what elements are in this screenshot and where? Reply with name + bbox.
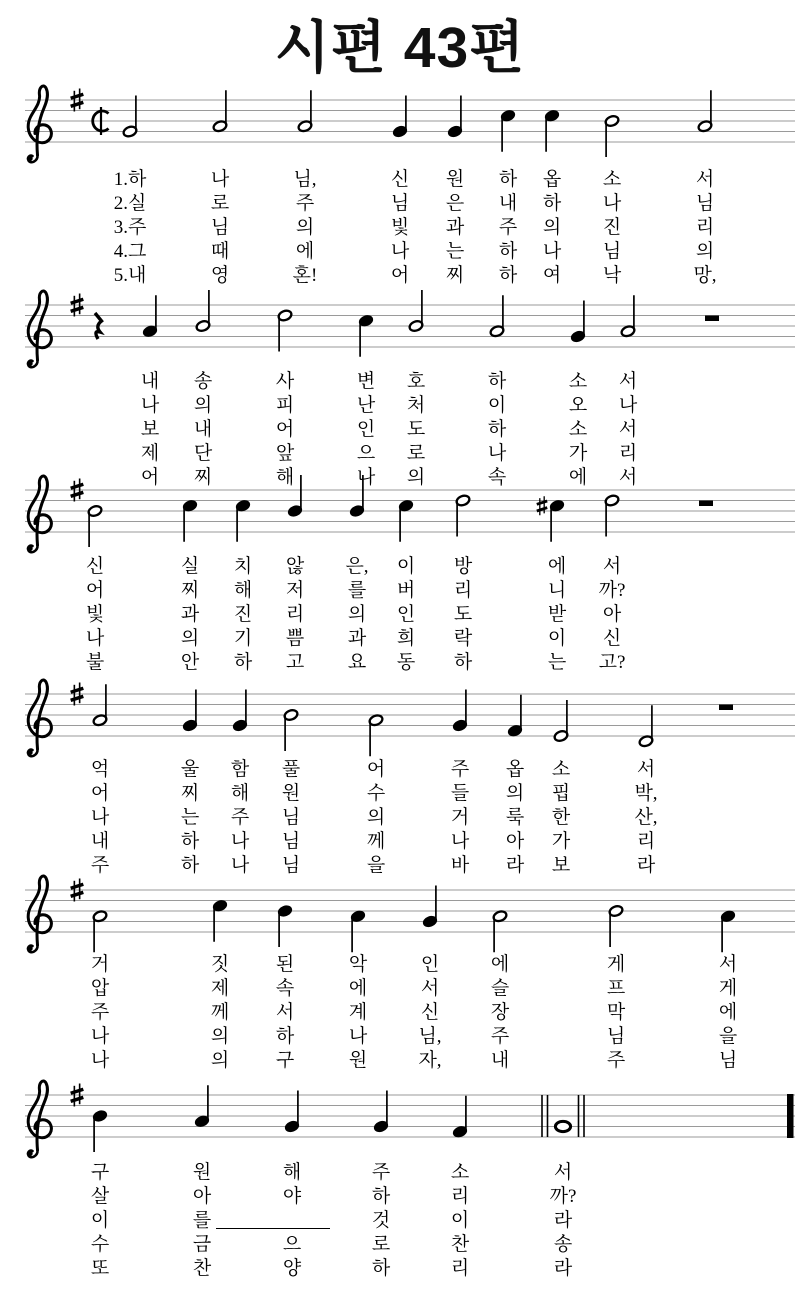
lyric-syllable: 께 bbox=[366, 831, 386, 852]
lyric-syllable: 옵 bbox=[542, 169, 562, 190]
lyric-syllable: 에 bbox=[547, 556, 567, 577]
lyric-syllable: 하 bbox=[233, 652, 253, 673]
lyric-syllable: 하 bbox=[453, 652, 473, 673]
lyric-syllable: 들 bbox=[450, 783, 470, 804]
lyric-syllable: 해 bbox=[233, 580, 253, 601]
lyric-syllable: 소 bbox=[450, 1162, 470, 1183]
lyric-syllable: 막 bbox=[606, 1002, 626, 1023]
lyric-syllable: 빛 bbox=[85, 604, 105, 625]
lyric-syllable: 님 bbox=[210, 217, 230, 238]
lyric-syllable: 하 bbox=[498, 241, 518, 262]
lyric-syllable: 것 bbox=[371, 1210, 391, 1231]
lyric-syllable: 님 bbox=[281, 855, 301, 876]
lyric-syllable: 산, bbox=[634, 807, 658, 828]
lyric-syllable: 원 bbox=[192, 1162, 212, 1183]
lyric-syllable: 안 bbox=[180, 652, 200, 673]
lyric-syllable: 변 bbox=[356, 371, 376, 392]
lyric-syllable: 에 bbox=[568, 467, 588, 488]
lyric-syllable: 의 bbox=[210, 1026, 230, 1047]
lyric-syllable: 풀 bbox=[281, 759, 301, 780]
lyric-syllable: 나 bbox=[90, 807, 110, 828]
lyric-syllable: 리 bbox=[695, 217, 715, 238]
lyric-syllable: 라 bbox=[553, 1210, 573, 1231]
lyric-syllable: 이 bbox=[450, 1210, 470, 1231]
lyric-syllable: 진 bbox=[233, 604, 253, 625]
lyric-syllable: 신 bbox=[420, 1002, 440, 1023]
lyric-syllable: 인 bbox=[420, 954, 440, 975]
lyric-syllable: 억 bbox=[90, 759, 110, 780]
lyric-syllable: 소 bbox=[602, 169, 622, 190]
lyric-syllable: 박, bbox=[634, 783, 658, 804]
lyric-syllable: 주 bbox=[450, 759, 470, 780]
lyric-syllable: 하 bbox=[498, 265, 518, 286]
lyric-syllable: 서 bbox=[618, 419, 638, 440]
lyric-syllable: 내 bbox=[498, 193, 518, 214]
lyric-syllable: 기 bbox=[233, 628, 253, 649]
lyric-syllable: 어 bbox=[85, 580, 105, 601]
lyric-syllable: 때 bbox=[210, 241, 230, 262]
lyric-syllable: 은 bbox=[445, 193, 465, 214]
lyric-syllable: 까? bbox=[598, 580, 626, 601]
lyric-syllable: 해 bbox=[230, 783, 250, 804]
lyric-syllable: 의 bbox=[210, 1050, 230, 1071]
lyric-syllable: 의 bbox=[193, 395, 213, 416]
lyric-syllable: 과 bbox=[180, 604, 200, 625]
lyric-syllable: 나 bbox=[356, 467, 376, 488]
lyric-syllable: 를 bbox=[347, 580, 367, 601]
lyric-syllable: 한 bbox=[551, 807, 571, 828]
lyric-syllable: 의 bbox=[347, 604, 367, 625]
lyric-syllable: 장 bbox=[490, 1002, 510, 1023]
lyric-syllable: 해 bbox=[282, 1162, 302, 1183]
lyric-syllable: 3.주 bbox=[113, 217, 147, 238]
lyric-syllable: 내 bbox=[193, 419, 213, 440]
lyric-syllable: 계 bbox=[348, 1002, 368, 1023]
lyric-syllable: 는 bbox=[445, 241, 465, 262]
lyric-syllable: 요 bbox=[347, 652, 367, 673]
lyric-syllable: 의 bbox=[505, 783, 525, 804]
lyric-syllable: 의 bbox=[542, 217, 562, 238]
lyric-syllable: 희 bbox=[396, 628, 416, 649]
lyric-syllable: 나 bbox=[85, 628, 105, 649]
lyric-syllable: 송 bbox=[193, 371, 213, 392]
lyric-syllable: 로 bbox=[371, 1234, 391, 1255]
lyric-syllable: 서 bbox=[618, 371, 638, 392]
lyric-syllable: 또 bbox=[90, 1258, 110, 1279]
lyric-syllable: 로 bbox=[406, 443, 426, 464]
lyric-syllable: 망, bbox=[693, 265, 717, 286]
lyric-syllable: 실 bbox=[180, 556, 200, 577]
lyric-syllable: 에 bbox=[490, 954, 510, 975]
lyric-syllable: 송 bbox=[553, 1234, 573, 1255]
lyric-syllable: 에 bbox=[718, 1002, 738, 1023]
lyric-syllable: 쁨 bbox=[285, 628, 305, 649]
lyric-syllable: 인 bbox=[396, 604, 416, 625]
lyric-syllable: 하 bbox=[487, 419, 507, 440]
lyric-syllable: 라 bbox=[553, 1258, 573, 1279]
lyric-syllable: 원 bbox=[281, 783, 301, 804]
lyric-syllable: 님, bbox=[293, 169, 317, 190]
lyric-syllable: 치 bbox=[233, 556, 253, 577]
lyric-syllable: 된 bbox=[275, 954, 295, 975]
lyric-syllable: 도 bbox=[406, 419, 426, 440]
lyric-syllable: 구 bbox=[90, 1162, 110, 1183]
lyric-syllable: 속 bbox=[275, 978, 295, 999]
lyric-syllable: 바 bbox=[450, 855, 470, 876]
lyric-syllable: 서 bbox=[618, 467, 638, 488]
lyric-syllable: 난 bbox=[356, 395, 376, 416]
lyric-syllable: 나 bbox=[210, 169, 230, 190]
lyric-syllable: 5.내 bbox=[113, 265, 147, 286]
lyric-syllable: 서 bbox=[695, 169, 715, 190]
lyric-syllable: 찬 bbox=[192, 1258, 212, 1279]
lyric-syllable: 님 bbox=[281, 831, 301, 852]
lyric-syllable: 찌 bbox=[180, 580, 200, 601]
lyric-syllable: 구 bbox=[275, 1050, 295, 1071]
lyric-syllable: 4.그 bbox=[113, 241, 147, 262]
lyric-syllable: 방 bbox=[453, 556, 473, 577]
lyric-syllable: 혼! bbox=[292, 265, 318, 286]
lyric-syllable: 하 bbox=[180, 855, 200, 876]
lyric-syllable: 내 bbox=[90, 831, 110, 852]
page-title: 시편 43편 bbox=[274, 16, 526, 80]
lyric-syllable: 찌 bbox=[180, 783, 200, 804]
lyric-syllable: 주 bbox=[230, 807, 250, 828]
lyric-syllable: 게 bbox=[606, 954, 626, 975]
lyric-syllable: 나 bbox=[487, 443, 507, 464]
lyric-syllable: 해 bbox=[275, 467, 295, 488]
lyric-syllable: 이 bbox=[547, 628, 567, 649]
lyric-syllable: 주 bbox=[498, 217, 518, 238]
lyric-syllable: 슬 bbox=[490, 978, 510, 999]
lyric-syllable: 서 bbox=[602, 556, 622, 577]
lyric-syllable: 리 bbox=[450, 1258, 470, 1279]
lyric-syllable: 님 bbox=[602, 241, 622, 262]
lyric-syllable: 거 bbox=[450, 807, 470, 828]
lyric-syllable: 않 bbox=[285, 556, 305, 577]
lyric-syllable: 나 bbox=[90, 1050, 110, 1071]
lyric-syllable: 에 bbox=[348, 978, 368, 999]
lyric-syllable: 은, bbox=[345, 556, 369, 577]
lyric-syllable: 가 bbox=[568, 443, 588, 464]
lyric-syllable: 고? bbox=[598, 652, 626, 673]
lyric-syllable: 원 bbox=[445, 169, 465, 190]
lyric-syllable: 가 bbox=[551, 831, 571, 852]
lyric-syllable: 을 bbox=[718, 1026, 738, 1047]
lyric-syllable: 찌 bbox=[193, 467, 213, 488]
lyric-syllable: 나 bbox=[348, 1026, 368, 1047]
lyric-syllable: 보 bbox=[140, 419, 160, 440]
lyric-syllable: 리 bbox=[636, 831, 656, 852]
lyric-syllable: 여 bbox=[542, 265, 562, 286]
lyric-syllable: 인 bbox=[356, 419, 376, 440]
lyric-syllable: 신 bbox=[85, 556, 105, 577]
lyric-syllable: 리 bbox=[450, 1186, 470, 1207]
lyric-syllable: 라 bbox=[505, 855, 525, 876]
lyric-syllable: 하 bbox=[542, 193, 562, 214]
lyric-syllable: 2.실 bbox=[113, 193, 147, 214]
lyric-syllable: 으 bbox=[356, 443, 376, 464]
lyric-syllable: 저 bbox=[285, 580, 305, 601]
lyric-syllable: 진 bbox=[602, 217, 622, 238]
lyric-syllable: 어 bbox=[140, 467, 160, 488]
lyric-syllable: 처 bbox=[406, 395, 426, 416]
lyric-syllable: 주 bbox=[606, 1050, 626, 1071]
lyric-syllable: 빛 bbox=[390, 217, 410, 238]
lyric-syllable: 과 bbox=[445, 217, 465, 238]
lyric-syllable: 서 bbox=[420, 978, 440, 999]
lyric-syllable: 나 bbox=[230, 831, 250, 852]
lyric-syllable: 제 bbox=[140, 443, 160, 464]
lyric-syllable: 를 bbox=[192, 1210, 212, 1231]
lyric-syllable: 서 bbox=[275, 1002, 295, 1023]
lyric-syllable: 주 bbox=[90, 1002, 110, 1023]
lyric-syllable: 양 bbox=[282, 1258, 302, 1279]
lyric-syllable: 님 bbox=[281, 807, 301, 828]
lyric-syllable: 라 bbox=[636, 855, 656, 876]
lyric-syllable: 주 bbox=[371, 1162, 391, 1183]
lyric-syllable: 니 bbox=[547, 580, 567, 601]
lyric-syllable: 이 bbox=[90, 1210, 110, 1231]
lyric-syllable: 앞 bbox=[275, 443, 295, 464]
lyric-syllable: 도 bbox=[453, 604, 473, 625]
lyric-syllable: 까? bbox=[549, 1186, 577, 1207]
lyric-syllable: 아 bbox=[192, 1186, 212, 1207]
lyric-syllable: 의 bbox=[406, 467, 426, 488]
lyric-syllable: 하 bbox=[498, 169, 518, 190]
lyric-syllable: 불 bbox=[85, 652, 105, 673]
lyric-syllable: 나 bbox=[390, 241, 410, 262]
lyric-syllable: 악 bbox=[348, 954, 368, 975]
lyric-syllable: 보 bbox=[551, 855, 571, 876]
lyric-syllable: 프 bbox=[606, 978, 626, 999]
lyric-syllable: 제 bbox=[210, 978, 230, 999]
lyric-syllable: 어 bbox=[275, 419, 295, 440]
lyric-syllable: 님 bbox=[695, 193, 715, 214]
lyric-syllable: 버 bbox=[396, 580, 416, 601]
lyric-syllable: 에 bbox=[295, 241, 315, 262]
lyric-syllable: 는 bbox=[180, 807, 200, 828]
lyric-syllable: 나 bbox=[542, 241, 562, 262]
lyric-syllable: 핍 bbox=[551, 783, 571, 804]
lyric-syllable: 하 bbox=[371, 1258, 391, 1279]
lyric-syllable: 이 bbox=[396, 556, 416, 577]
lyric-syllable: 영 bbox=[210, 265, 230, 286]
lyric-syllable: 신 bbox=[390, 169, 410, 190]
lyric-syllable: 의 bbox=[695, 241, 715, 262]
lyric-syllable: 락 bbox=[453, 628, 473, 649]
lyric-syllable: 수 bbox=[90, 1234, 110, 1255]
lyric-syllable: 하 bbox=[487, 371, 507, 392]
lyric-syllable: 하 bbox=[180, 831, 200, 852]
lyric-syllable: 서 bbox=[636, 759, 656, 780]
lyric-syllable: 의 bbox=[180, 628, 200, 649]
lyric-syllable: 원 bbox=[348, 1050, 368, 1071]
lyric-syllable: 받 bbox=[547, 604, 567, 625]
lyric-syllable: 오 bbox=[568, 395, 588, 416]
lyric-syllable: 주 bbox=[295, 193, 315, 214]
lyric-syllable: 아 bbox=[602, 604, 622, 625]
lyric-syllable: 소 bbox=[551, 759, 571, 780]
lyric-syllable: 내 bbox=[140, 371, 160, 392]
lyric-syllable: 찌 bbox=[445, 265, 465, 286]
lyric-syllable: 과 bbox=[347, 628, 367, 649]
lyric-extender-line bbox=[216, 1228, 330, 1229]
lyric-syllable: 속 bbox=[487, 467, 507, 488]
lyric-syllable: 소 bbox=[568, 419, 588, 440]
lyric-syllable: 신 bbox=[602, 628, 622, 649]
lyric-syllable: 찬 bbox=[450, 1234, 470, 1255]
lyric-syllable: 자, bbox=[418, 1050, 442, 1071]
lyric-syllable: 리 bbox=[285, 604, 305, 625]
lyric-syllable: 옵 bbox=[505, 759, 525, 780]
lyric-syllable: 서 bbox=[553, 1162, 573, 1183]
lyric-syllable: 하 bbox=[275, 1026, 295, 1047]
lyric-syllable: 께 bbox=[210, 1002, 230, 1023]
lyric-syllable: 나 bbox=[450, 831, 470, 852]
lyric-syllable: 동 bbox=[396, 652, 416, 673]
lyric-syllable: 어 bbox=[90, 783, 110, 804]
lyric-syllable: 1.하 bbox=[113, 169, 147, 190]
lyric-syllable: 어 bbox=[390, 265, 410, 286]
lyric-syllable: 호 bbox=[406, 371, 426, 392]
lyric-syllable: 내 bbox=[490, 1050, 510, 1071]
lyric-syllable: 나 bbox=[230, 855, 250, 876]
lyric-syllable: 나 bbox=[602, 193, 622, 214]
lyric-syllable: 주 bbox=[490, 1026, 510, 1047]
lyric-syllable: 압 bbox=[90, 978, 110, 999]
lyric-syllable: 함 bbox=[230, 759, 250, 780]
lyric-syllable: 이 bbox=[487, 395, 507, 416]
lyric-syllable: 고 bbox=[285, 652, 305, 673]
lyric-syllable: 의 bbox=[295, 217, 315, 238]
lyric-syllable: 서 bbox=[718, 954, 738, 975]
lyric-syllable: 리 bbox=[453, 580, 473, 601]
lyric-syllable: 의 bbox=[366, 807, 386, 828]
lyric-syllable: 나 bbox=[90, 1026, 110, 1047]
lyric-syllable: 거 bbox=[90, 954, 110, 975]
lyric-syllable: 나 bbox=[140, 395, 160, 416]
lyric-syllable: 금 bbox=[192, 1234, 212, 1255]
lyric-syllable: 로 bbox=[210, 193, 230, 214]
lyric-syllable: 룩 bbox=[505, 807, 525, 828]
lyric-syllable: 리 bbox=[618, 443, 638, 464]
lyric-syllable: 야 bbox=[282, 1186, 302, 1207]
lyric-syllable: 살 bbox=[90, 1186, 110, 1207]
lyric-syllable: 는 bbox=[547, 652, 567, 673]
lyric-syllable: 님 bbox=[606, 1026, 626, 1047]
lyric-syllable: 단 bbox=[193, 443, 213, 464]
lyric-syllable: 게 bbox=[718, 978, 738, 999]
lyric-syllable: 낙 bbox=[602, 265, 622, 286]
lyric-syllable: 나 bbox=[618, 395, 638, 416]
lyric-syllable: 피 bbox=[275, 395, 295, 416]
lyric-syllable: 소 bbox=[568, 371, 588, 392]
lyric-syllable: 을 bbox=[366, 855, 386, 876]
lyric-syllable: 아 bbox=[505, 831, 525, 852]
lyric-syllable: 사 bbox=[275, 371, 295, 392]
lyric-syllable: 님 bbox=[390, 193, 410, 214]
lyric-syllable: 으 bbox=[282, 1234, 302, 1255]
lyric-syllable: 울 bbox=[180, 759, 200, 780]
lyric-syllable: 하 bbox=[371, 1186, 391, 1207]
lyric-syllable: 주 bbox=[90, 855, 110, 876]
lyric-syllable: 어 bbox=[366, 759, 386, 780]
lyric-syllable: 님 bbox=[718, 1050, 738, 1071]
lyric-syllable: 수 bbox=[366, 783, 386, 804]
lyric-syllable: 짓 bbox=[210, 954, 230, 975]
lyric-syllable: 님, bbox=[418, 1026, 442, 1047]
